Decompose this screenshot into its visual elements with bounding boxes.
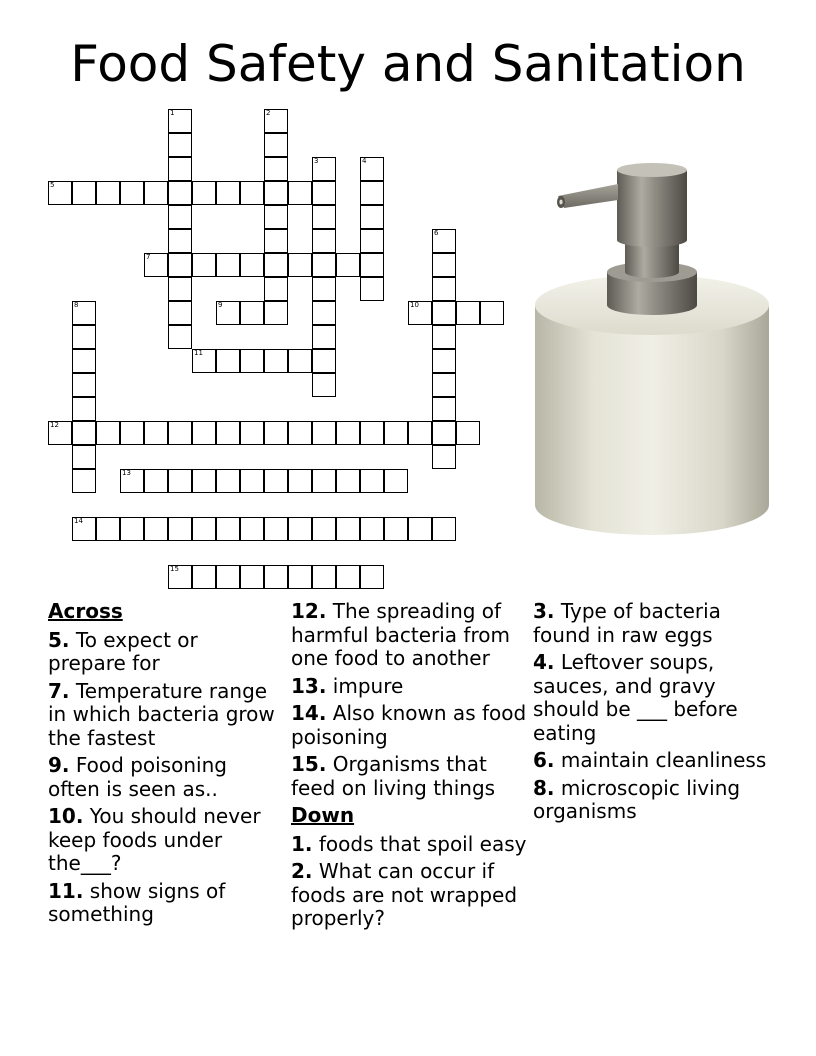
- grid-cell[interactable]: [432, 349, 456, 373]
- grid-cell[interactable]: [408, 517, 432, 541]
- grid-cell[interactable]: [72, 517, 96, 541]
- grid-cell[interactable]: [168, 277, 192, 301]
- grid-cell[interactable]: [192, 421, 216, 445]
- grid-cell[interactable]: [240, 349, 264, 373]
- grid-cell[interactable]: [432, 301, 456, 325]
- grid-cell[interactable]: [312, 301, 336, 325]
- grid-cell[interactable]: [336, 565, 360, 589]
- grid-cell[interactable]: [456, 301, 480, 325]
- grid-cell[interactable]: [336, 469, 360, 493]
- clue-number: 2: [266, 109, 271, 117]
- grid-cell[interactable]: [96, 517, 120, 541]
- grid-cell[interactable]: [432, 277, 456, 301]
- grid-cell[interactable]: [432, 397, 456, 421]
- clue-number: 15: [170, 565, 179, 573]
- grid-cell[interactable]: [72, 373, 96, 397]
- clue-number: 7: [146, 253, 151, 261]
- grid-cell[interactable]: [168, 325, 192, 349]
- grid-cell[interactable]: [240, 469, 264, 493]
- grid-cell[interactable]: [264, 109, 288, 133]
- grid-cell[interactable]: [432, 373, 456, 397]
- grid-cell[interactable]: [312, 421, 336, 445]
- grid-cell[interactable]: [264, 181, 288, 205]
- clue-across-13: 13. impure: [291, 673, 404, 698]
- grid-cell[interactable]: [312, 253, 336, 277]
- grid-cell[interactable]: [168, 205, 192, 229]
- grid-cell[interactable]: [432, 517, 456, 541]
- clue-column-2: [291, 600, 527, 935]
- grid-cell[interactable]: [360, 469, 384, 493]
- page-title: Food Safety and Sanitation: [70, 35, 746, 93]
- grid-cell[interactable]: [240, 181, 264, 205]
- grid-cell[interactable]: [72, 301, 96, 325]
- grid-cell[interactable]: [144, 181, 168, 205]
- grid-cell[interactable]: [72, 469, 96, 493]
- grid-cell[interactable]: [360, 517, 384, 541]
- clue-number: 11: [194, 349, 203, 357]
- grid-cell[interactable]: [240, 301, 264, 325]
- grid-cell[interactable]: [288, 253, 312, 277]
- grid-cell[interactable]: [336, 517, 360, 541]
- grid-cell[interactable]: [360, 157, 384, 181]
- clue-down-8: 8. microscopic living organisms: [533, 775, 741, 823]
- grid-cell[interactable]: [360, 253, 384, 277]
- clue-down-6: 6. maintain cleanliness: [533, 748, 767, 772]
- grid-cell[interactable]: [264, 205, 288, 229]
- grid-cell[interactable]: [120, 517, 144, 541]
- grid-cell[interactable]: [216, 349, 240, 373]
- across-heading: Across: [48, 599, 123, 623]
- grid-cell[interactable]: [264, 229, 288, 253]
- grid-cell[interactable]: [384, 421, 408, 445]
- grid-cell[interactable]: [288, 469, 312, 493]
- grid-cell[interactable]: [480, 301, 504, 325]
- grid-cell[interactable]: [168, 157, 192, 181]
- grid-cell[interactable]: [144, 469, 168, 493]
- clue-across-15: 15. Organisms that feed on living things: [291, 752, 496, 800]
- grid-cell[interactable]: [168, 109, 192, 133]
- clue-across-5: 5. To expect or prepare for: [48, 627, 198, 675]
- clue-number: 9: [218, 301, 223, 309]
- grid-cell[interactable]: [360, 229, 384, 253]
- grid-cell[interactable]: [72, 421, 96, 445]
- grid-cell[interactable]: [48, 181, 72, 205]
- grid-cell[interactable]: [192, 181, 216, 205]
- grid-cell[interactable]: [288, 349, 312, 373]
- grid-cell[interactable]: [264, 277, 288, 301]
- grid-cell[interactable]: [360, 181, 384, 205]
- grid-cell[interactable]: [120, 181, 144, 205]
- clue-number: 12: [50, 421, 59, 429]
- clue-across-12: 12. The spreading of harmful bacteria from one food to another: [291, 599, 510, 670]
- grid-cell[interactable]: [432, 421, 456, 445]
- grid-cell[interactable]: [336, 421, 360, 445]
- clue-number: 6: [434, 229, 439, 237]
- grid-cell[interactable]: [144, 253, 168, 277]
- clue-number: 5: [50, 181, 55, 189]
- grid-cell[interactable]: [192, 349, 216, 373]
- grid-cell[interactable]: [144, 421, 168, 445]
- grid-cell[interactable]: [264, 349, 288, 373]
- grid-cell[interactable]: [168, 229, 192, 253]
- grid-cell[interactable]: [336, 253, 360, 277]
- grid-cell[interactable]: [216, 565, 240, 589]
- grid-cell[interactable]: [264, 517, 288, 541]
- clue-number: 4: [362, 157, 367, 165]
- grid-cell[interactable]: [264, 421, 288, 445]
- grid-cell[interactable]: [72, 445, 96, 469]
- grid-cell[interactable]: [216, 181, 240, 205]
- grid-cell[interactable]: [360, 565, 384, 589]
- grid-cell[interactable]: [264, 157, 288, 181]
- grid-cell[interactable]: [264, 133, 288, 157]
- grid-cell[interactable]: [72, 181, 96, 205]
- grid-cell[interactable]: [384, 469, 408, 493]
- grid-cell[interactable]: [360, 277, 384, 301]
- grid-cell[interactable]: [408, 421, 432, 445]
- soap-dispenser-icon: [530, 160, 775, 540]
- grid-cell[interactable]: [360, 205, 384, 229]
- grid-cell[interactable]: [240, 421, 264, 445]
- grid-cell[interactable]: [96, 181, 120, 205]
- clue-down-4: 4. Leftover soups, sauces, and gravy should be ___ before eating: [533, 650, 738, 745]
- grid-cell[interactable]: [216, 421, 240, 445]
- grid-cell[interactable]: [264, 253, 288, 277]
- grid-cell[interactable]: [312, 565, 336, 589]
- grid-cell[interactable]: [384, 517, 408, 541]
- grid-cell[interactable]: [216, 517, 240, 541]
- grid-cell[interactable]: [168, 253, 192, 277]
- grid-cell[interactable]: [144, 517, 168, 541]
- grid-cell[interactable]: [288, 181, 312, 205]
- grid-cell[interactable]: [120, 421, 144, 445]
- grid-cell[interactable]: [408, 301, 432, 325]
- clue-number: 3: [314, 157, 319, 165]
- grid-cell[interactable]: [192, 517, 216, 541]
- grid-cell[interactable]: [456, 421, 480, 445]
- clue-number: 1: [170, 109, 175, 117]
- grid-cell[interactable]: [312, 229, 336, 253]
- grid-cell[interactable]: [120, 469, 144, 493]
- grid-cell[interactable]: [240, 253, 264, 277]
- clue-down-1: 1. foods that spoil easy: [291, 831, 527, 856]
- grid-cell[interactable]: [168, 517, 192, 541]
- grid-cell[interactable]: [168, 181, 192, 205]
- clue-across-11: 11. show signs of something: [48, 878, 226, 926]
- grid-cell[interactable]: [432, 253, 456, 277]
- grid-cell[interactable]: [216, 253, 240, 277]
- clue-column-1: [48, 600, 280, 931]
- grid-cell[interactable]: [72, 349, 96, 373]
- grid-cell[interactable]: [168, 565, 192, 589]
- grid-cell[interactable]: [192, 469, 216, 493]
- grid-cell[interactable]: [312, 157, 336, 181]
- grid-cell[interactable]: [312, 373, 336, 397]
- grid-cell[interactable]: [48, 421, 72, 445]
- clue-down-2: 2. What can occur if foods are not wrapped properly?: [291, 859, 518, 930]
- grid-cell[interactable]: [168, 469, 192, 493]
- clue-across-14: 14. Also known as food poisoning: [291, 701, 527, 749]
- grid-cell[interactable]: [312, 325, 336, 349]
- grid-cell[interactable]: [360, 421, 384, 445]
- grid-cell[interactable]: [312, 517, 336, 541]
- grid-cell[interactable]: [168, 133, 192, 157]
- clue-down-3: 3. Type of bacteria found in raw eggs: [533, 599, 721, 647]
- grid-cell[interactable]: [240, 565, 264, 589]
- clue-column-3: [533, 600, 773, 828]
- grid-cell[interactable]: [72, 397, 96, 421]
- grid-cell[interactable]: [312, 277, 336, 301]
- grid-cell[interactable]: [288, 421, 312, 445]
- grid-cell[interactable]: [264, 301, 288, 325]
- grid-cell[interactable]: [216, 301, 240, 325]
- grid-cell[interactable]: [192, 253, 216, 277]
- grid-cell[interactable]: [312, 205, 336, 229]
- down-heading: Down: [291, 803, 355, 827]
- grid-cell[interactable]: [240, 517, 264, 541]
- clue-across-9: 9. Food poisoning often is seen as..: [48, 753, 227, 801]
- grid-cell[interactable]: [168, 301, 192, 325]
- clue-number: 14: [74, 517, 83, 525]
- grid-cell[interactable]: [192, 565, 216, 589]
- grid-cell[interactable]: [96, 421, 120, 445]
- grid-cell[interactable]: [432, 229, 456, 253]
- grid-cell[interactable]: [432, 445, 456, 469]
- grid-cell[interactable]: [264, 469, 288, 493]
- grid-cell[interactable]: [264, 565, 288, 589]
- clue-across-7: 7. Temperature range in which bacteria grow the fastest: [48, 678, 275, 750]
- grid-cell[interactable]: [312, 349, 336, 373]
- grid-cell[interactable]: [432, 325, 456, 349]
- grid-cell[interactable]: [216, 469, 240, 493]
- grid-cell[interactable]: [312, 469, 336, 493]
- clue-number: 10: [410, 301, 419, 309]
- grid-cell[interactable]: [72, 325, 96, 349]
- clue-number: 13: [122, 469, 131, 477]
- clue-across-10: 10. You should never keep foods under the___?: [48, 804, 261, 875]
- grid-cell[interactable]: [312, 181, 336, 205]
- grid-cell[interactable]: [288, 517, 312, 541]
- grid-cell[interactable]: [168, 421, 192, 445]
- grid-cell[interactable]: [288, 565, 312, 589]
- clue-number: 8: [74, 301, 79, 309]
